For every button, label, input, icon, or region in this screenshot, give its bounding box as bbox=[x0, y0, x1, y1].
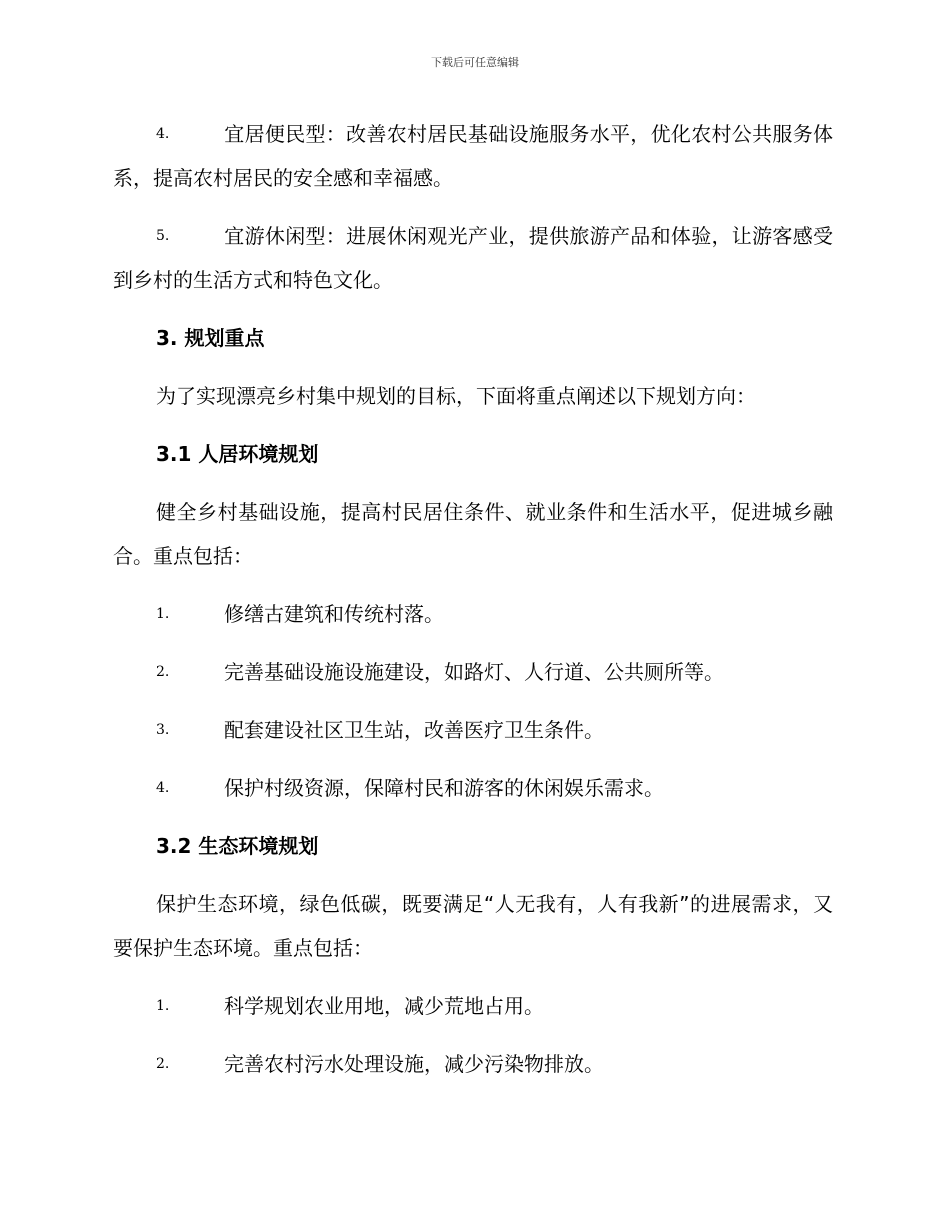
list-item bbox=[113, 984, 833, 1028]
paragraph: 为了实现漂亮乡村集中规划的目标，下面将重点阐述以下规划方向： bbox=[156, 384, 756, 408]
subsection-heading: 3.2 生态环境规划 bbox=[156, 834, 319, 858]
list-number: 4. bbox=[156, 780, 170, 796]
list-item bbox=[113, 766, 833, 810]
subsection-heading: 3.1 人居环境规划 bbox=[156, 442, 319, 466]
list-number: 3. bbox=[156, 722, 170, 738]
list-item bbox=[113, 650, 833, 694]
list-item bbox=[113, 214, 833, 302]
paragraph: 保护生态环境，绿色低碳，既要满足“人无我有，人有我新”的进展需求，又要保护生态环境。重点包括： bbox=[113, 892, 833, 960]
page-header: 下载后可任意编辑 bbox=[431, 56, 519, 69]
document-body bbox=[113, 112, 833, 1100]
list-number: 2. bbox=[156, 664, 170, 680]
list-number: 1. bbox=[156, 998, 170, 1014]
list-item bbox=[113, 708, 833, 752]
list-number: 5. bbox=[156, 228, 170, 244]
list-text: 修缮古建筑和传统村落。 bbox=[224, 602, 444, 626]
paragraph: 健全乡村基础设施，提高村民居住条件、就业条件和生活水平，促进城乡融合。重点包括： bbox=[113, 500, 833, 568]
list-number: 2. bbox=[156, 1056, 170, 1072]
list-text: 完善基础设施设施建设，如路灯、人行道、公共厕所等。 bbox=[224, 660, 724, 684]
list-item bbox=[113, 1042, 833, 1086]
list-text: 保护村级资源，保障村民和游客的休闲娱乐需求。 bbox=[224, 776, 664, 800]
section-heading: 3. 规划重点 bbox=[156, 326, 265, 350]
list-text: 科学规划农业用地，减少荒地占用。 bbox=[224, 994, 544, 1018]
list-text: 宜游休闲型：进展休闲观光产业，提供旅游产品和体验，让游客感受到乡村的生活方式和特色文化。 bbox=[113, 224, 833, 292]
list-text: 宜居便民型：改善农村居民基础设施服务水平，优化农村公共服务体系，提高农村居民的安全感和幸福感。 bbox=[113, 122, 833, 190]
list-number: 1. bbox=[156, 606, 170, 622]
list-number: 4. bbox=[156, 126, 170, 142]
list-item bbox=[113, 592, 833, 636]
list-item bbox=[113, 112, 833, 200]
list-text: 配套建设社区卫生站，改善医疗卫生条件。 bbox=[224, 718, 604, 742]
list-text: 完善农村污水处理设施，减少污染物排放。 bbox=[224, 1052, 604, 1076]
